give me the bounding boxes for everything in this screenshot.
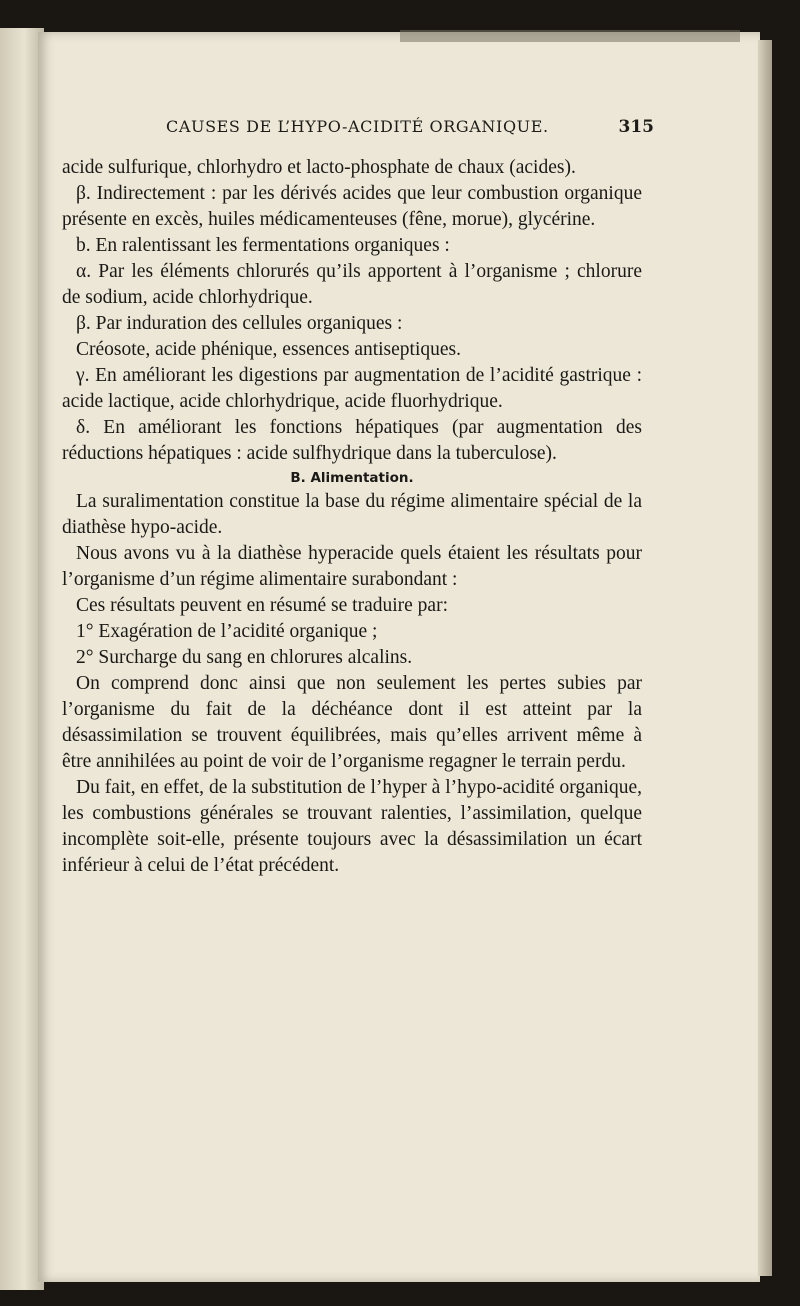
binding-shadow xyxy=(400,30,740,42)
paragraph-on-comprend: On comprend donc ainsi que non seulement les pertes subies par l’organisme du fait de la déchéance dont il est atteint par la désassimilation se trouvent équilibrées, mais qu’elles arrivent même à être annihilées au point de voir de l’organisme regagner le terrain perdu. xyxy=(62,673,642,772)
paragraph-suralimentation: La suralimentation constitue la base du régime alimentaire spécial de la diathèse hypo-acide. xyxy=(62,491,642,538)
list-item-exageration: 1° Exagération de l’acidité organique ; xyxy=(76,621,378,642)
list-item-surcharge: 2° Surcharge du sang en chlorures alcalins. xyxy=(76,647,413,668)
page-body-text xyxy=(62,155,642,879)
page-fore-edge xyxy=(758,40,772,1276)
paragraph-delta-hepatiques: δ. En améliorant les fonctions hépatiques (par augmentation des réductions hépatiques : acide sulfhydrique dans la tuberculose). xyxy=(62,417,642,464)
running-header xyxy=(62,117,654,147)
running-title: CAUSES DE L’HYPO-ACIDITÉ ORGANIQUE. xyxy=(166,117,549,136)
paragraph-alpha-chlorures: α. Par les éléments chlorurés qu’ils apportent à l’organisme ; chlorure de sodium, acide chlorhydrique. xyxy=(62,261,642,308)
page-number: 315 xyxy=(618,117,654,137)
paragraph-beta-indirect: β. Indirectement : par les dérivés acides que leur combustion organique présente en excès, huiles médicamenteuses (fêne, morue), glycérine. xyxy=(62,183,642,230)
paragraph-continuation: acide sulfurique, chlorhydro et lacto-phosphate de chaux (acides). xyxy=(62,157,576,178)
paragraph-gamma-digestions: γ. En améliorant les digestions par augmentation de l’acidité gastrique : acide lactique, acide chlorhydrique, acide fluorhydrique. xyxy=(62,365,642,412)
paragraph-beta-induration: β. Par induration des cellules organiques : xyxy=(76,313,403,334)
paragraph-creosote: Créosote, acide phénique, essences antiseptiques. xyxy=(76,339,462,360)
paragraph-diathese-hyperacide: Nous avons vu à la diathèse hyperacide quels étaient les résultats pour l’organisme d’un régime alimentaire surabondant : xyxy=(62,543,642,590)
paragraph-du-fait: Du fait, en effet, de la substitution de l’hyper à l’hypo-acidité organique, les combustions générales se trouvant ralenties, l’assimilation, quelque incomplète soit-elle, présente toujours avec la désassimilation un écart inférieur à celui de l’état précédent. xyxy=(62,777,642,876)
paragraph-resultats: Ces résultats peuvent en résumé se traduire par: xyxy=(76,595,448,616)
section-subheading: B. Alimentation. xyxy=(290,470,414,486)
paragraph-b-fermentations: b. En ralentissant les fermentations organiques : xyxy=(76,235,450,256)
